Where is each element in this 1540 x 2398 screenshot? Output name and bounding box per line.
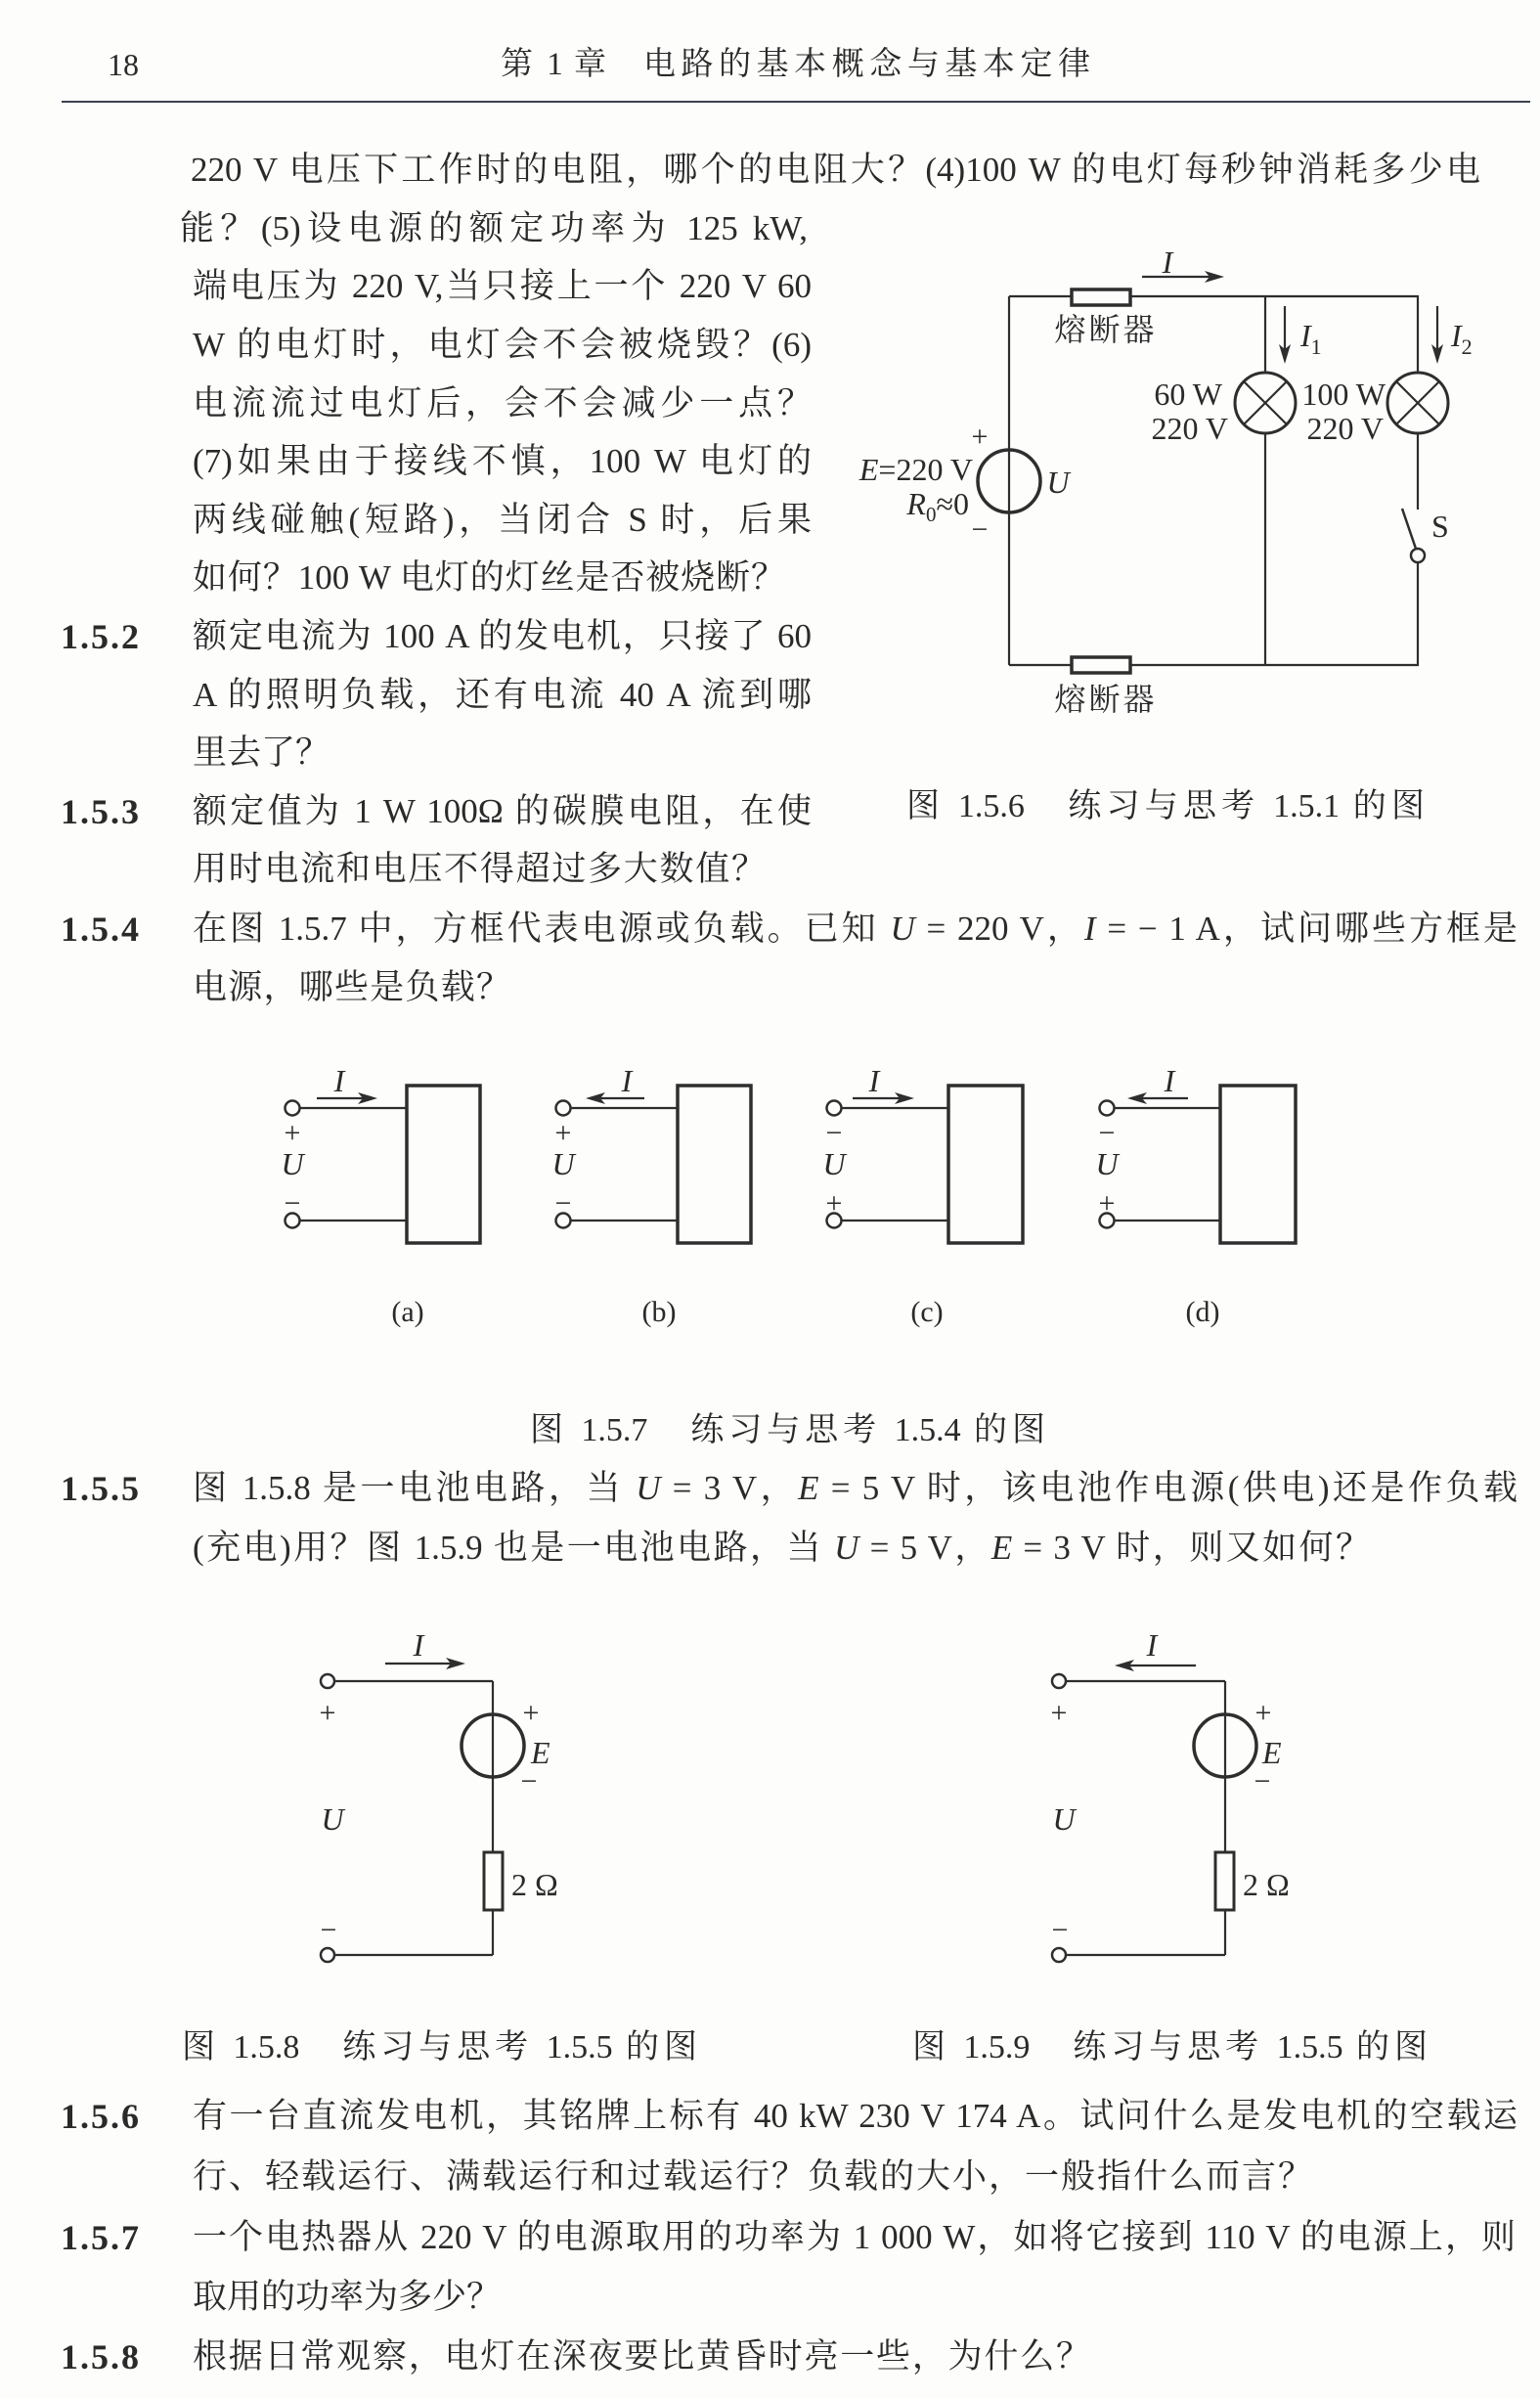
problem-number: 1.5.6 <box>61 2097 141 2136</box>
circuit-wires <box>334 1681 493 1955</box>
fuse-icon <box>1072 289 1130 305</box>
panel-a <box>281 1063 480 1243</box>
resistor-label: 2 Ω <box>511 1867 558 1902</box>
bottom-terminal-sign: − <box>284 1187 301 1220</box>
current-label: I <box>413 1627 424 1663</box>
text-segment: 在图 1.5.7 中，方框代表电源或负载。已知 <box>193 910 891 948</box>
terminal-plus-sign: + <box>319 1697 336 1729</box>
text-line: 行、轻载运行、满载运行和过载运行？负载的大小，一般指什么而言？ <box>193 2157 1312 2196</box>
terminal-icon <box>321 1674 334 1688</box>
problem-number: 1.5.4 <box>61 910 141 949</box>
figure-caption: 图 1.5.7 练习与思考 1.5.4 的图 <box>530 1412 1045 1448</box>
terminal-plus-sign: + <box>1050 1697 1068 1729</box>
lamp1-power: 60 W <box>1154 377 1222 412</box>
chapter-label: 第 1 章 <box>501 47 606 82</box>
voltage-label: U <box>551 1146 575 1181</box>
panel-label: (c) <box>910 1296 944 1328</box>
lamp2-power: 100 W <box>1301 377 1386 412</box>
chapter-title: 电路的基本概念与基本定律 <box>643 47 1090 82</box>
source-plus-sign: + <box>1254 1697 1272 1729</box>
fuse-label: 熔断器 <box>1054 312 1158 347</box>
terminal-icon <box>1100 1101 1115 1116</box>
current-label: I <box>621 1063 633 1098</box>
current-label: I <box>1164 1063 1175 1098</box>
text-line: 有一台直流发电机，其铭牌上标有 40 kW 230 V 174 A。试问什么是发电机的空载运 <box>193 2097 1518 2135</box>
terminal-minus-sign: − <box>1051 1914 1069 1946</box>
text-line: 两线碰触(短路)，当闭合 S 时，后果 <box>193 501 812 539</box>
problem-number: 1.5.7 <box>61 2218 141 2257</box>
text-line: 如何？100 W 电灯的灯丝是否被烧断？ <box>193 558 785 597</box>
figure-caption: 图 1.5.8 练习与思考 1.5.5 的图 <box>182 2029 697 2065</box>
terminal-icon <box>1052 1948 1066 1962</box>
text-segment: 图 1.5.8 是一电池电路，当 <box>193 1469 637 1507</box>
lamp1-current-label: $I_1$ <box>1300 318 1322 359</box>
current-arrow-right-icon <box>385 1658 465 1669</box>
page-number: 18 <box>108 47 139 82</box>
panel-label: (a) <box>391 1296 424 1328</box>
block-box <box>948 1086 1023 1243</box>
bottom-terminal-sign: − <box>554 1187 572 1220</box>
source-minus-sign: − <box>1254 1765 1271 1798</box>
fuse-label: 熔断器 <box>1054 682 1158 717</box>
figure-1-5-7-diagram <box>264 1056 1330 1350</box>
text-line: 额定值为 1 W 100Ω 的碳膜电阻，在使 <box>193 792 812 830</box>
emf-label: E <box>531 1735 550 1770</box>
bottom-terminal-sign: + <box>825 1187 843 1220</box>
voltage-label: U <box>1095 1146 1119 1181</box>
source-plus-sign: + <box>971 421 989 453</box>
current-arrow-right-icon <box>853 1092 914 1104</box>
voltage-label: U <box>1046 465 1070 500</box>
text-line: 一个电热器从 220 V 的电源取用的功率为 1 000 W，如将它接到 110 V 的电源上，则 <box>193 2218 1516 2256</box>
text-line <box>193 900 1518 958</box>
resistor-icon <box>1215 1852 1234 1910</box>
lamp2-current-label: $I_2$ <box>1451 318 1473 359</box>
top-terminal-sign: + <box>284 1117 301 1149</box>
voltage-label: U <box>281 1146 304 1181</box>
current-label: I <box>333 1063 345 1098</box>
variable-i: I <box>1083 910 1096 948</box>
current-arrow-left-icon <box>1127 1092 1188 1104</box>
panel-c <box>822 1063 1023 1243</box>
text-line: 220 V 电压下工作时的电阻，哪个的电阻大？(4)100 W 的电灯每秒钟消耗多少电 <box>191 151 1480 189</box>
circuit-wires <box>1066 1681 1225 1955</box>
source-plus-sign: + <box>522 1697 540 1729</box>
text-segment: = 3 V， <box>660 1469 799 1507</box>
variable-e: E <box>798 1469 819 1507</box>
switch-icon <box>1402 509 1425 562</box>
text-line <box>193 1519 1370 1577</box>
lamp-icon <box>1235 373 1296 433</box>
text-line: A 的照明负载，还有电流 40 A 流到哪 <box>193 676 812 714</box>
text-line: 里去了？ <box>193 733 330 772</box>
problem-number: 1.5.2 <box>61 617 141 656</box>
current-arrow-right-icon <box>317 1092 377 1104</box>
lamp2-voltage: 220 V <box>1306 411 1384 446</box>
lamp1-voltage: 220 V <box>1151 411 1228 446</box>
circuit-wires <box>1009 296 1419 665</box>
terminal-icon <box>321 1948 334 1962</box>
figure-caption: 图 1.5.6 练习与思考 1.5.1 的图 <box>906 788 1425 824</box>
problem-number: 1.5.5 <box>61 1469 141 1508</box>
figure-1-5-6-circuit <box>831 235 1516 733</box>
text-line: 端电压为 220 V,当只接上一个 220 V 60 <box>193 267 812 305</box>
text-segment: = 3 V 时，则又如何？ <box>1012 1529 1371 1567</box>
source-minus-sign: − <box>971 513 989 546</box>
text-segment: = 5 V 时，该电池作电源(供电)还是作负载 <box>818 1469 1518 1507</box>
current-arrow-left-icon <box>586 1092 644 1104</box>
text-line <box>193 1459 1518 1518</box>
panel-label: (b) <box>641 1296 677 1328</box>
block-box <box>678 1086 751 1243</box>
terminal-icon <box>556 1101 571 1116</box>
terminal-minus-sign: − <box>320 1914 337 1946</box>
terminal-icon <box>286 1101 300 1116</box>
text-line: 根据日常观察，电灯在深夜要比黄昏时亮一些，为什么？ <box>193 2337 1090 2376</box>
figure-caption: 图 1.5.9 练习与思考 1.5.5 的图 <box>912 2029 1428 2065</box>
voltage-label: U <box>1052 1801 1076 1837</box>
text-segment: = − 1 A，试问哪些方框是 <box>1095 910 1518 948</box>
fuse-icon <box>1072 657 1130 673</box>
current-label: I <box>1162 244 1173 280</box>
internal-resistance-label: $R_0\approx 0$ <box>906 486 969 526</box>
top-terminal-sign: + <box>554 1117 572 1149</box>
variable-u: U <box>834 1529 859 1567</box>
text-line: (7)如果由于接线不慎，100 W 电灯的 <box>193 442 812 480</box>
figure-1-5-9-circuit <box>1025 1614 1338 1976</box>
variable-e: E <box>990 1529 1013 1567</box>
panel-label: (d) <box>1185 1296 1220 1328</box>
emf-label: E <box>1262 1735 1282 1770</box>
figure-1-5-8-circuit <box>293 1614 606 1976</box>
source-minus-sign: − <box>520 1765 538 1798</box>
text-segment: (充电)用？图 1.5.9 也是一电池电路，当 <box>193 1529 835 1567</box>
header-rule <box>62 101 1530 103</box>
text-segment: = 220 V， <box>914 910 1084 948</box>
panel-d <box>1095 1063 1296 1243</box>
text-line: 电流流过电灯后，会不会减少一点？ <box>193 384 812 422</box>
terminal-icon <box>1052 1674 1066 1688</box>
top-terminal-sign: − <box>825 1117 843 1149</box>
resistor-icon <box>484 1852 503 1910</box>
current-arrow-icon <box>1142 271 1224 283</box>
text-line: 额定电流为 100 A 的发电机，只接了 60 <box>193 617 812 655</box>
voltage-label: U <box>822 1146 846 1181</box>
current-arrow-icon <box>1431 306 1443 364</box>
top-terminal-sign: − <box>1098 1117 1116 1149</box>
text-line: 取用的功率为多少？ <box>193 2278 502 2316</box>
terminal-icon <box>827 1101 842 1116</box>
bottom-terminal-sign: + <box>1098 1187 1116 1220</box>
text-line: W 的电灯时，电灯会不会被烧毁？(6) <box>193 326 812 364</box>
panel-b <box>551 1063 751 1243</box>
resistor-label: 2 Ω <box>1243 1867 1290 1902</box>
block-box <box>1220 1086 1296 1243</box>
problem-number: 1.5.8 <box>61 2337 141 2376</box>
block-box <box>407 1086 480 1243</box>
text-line: 用时电流和电压不得超过多大数值？ <box>193 850 766 888</box>
current-label: I <box>868 1063 880 1098</box>
text-line: 电源，哪些是负载？ <box>193 968 510 1006</box>
text-line: 能？(5)设电源的额定功率为 125 kW, <box>180 209 808 247</box>
lamp-icon <box>1387 373 1448 433</box>
current-arrow-icon <box>1279 306 1291 364</box>
voltage-label: U <box>321 1801 344 1837</box>
emf-label: E=220 V <box>858 452 973 487</box>
variable-u: U <box>636 1469 661 1507</box>
problem-number: 1.5.3 <box>61 792 141 831</box>
switch-label: S <box>1431 509 1449 544</box>
variable-u: U <box>890 910 915 948</box>
current-label: I <box>1146 1627 1158 1663</box>
text-segment: = 5 V， <box>858 1529 991 1567</box>
